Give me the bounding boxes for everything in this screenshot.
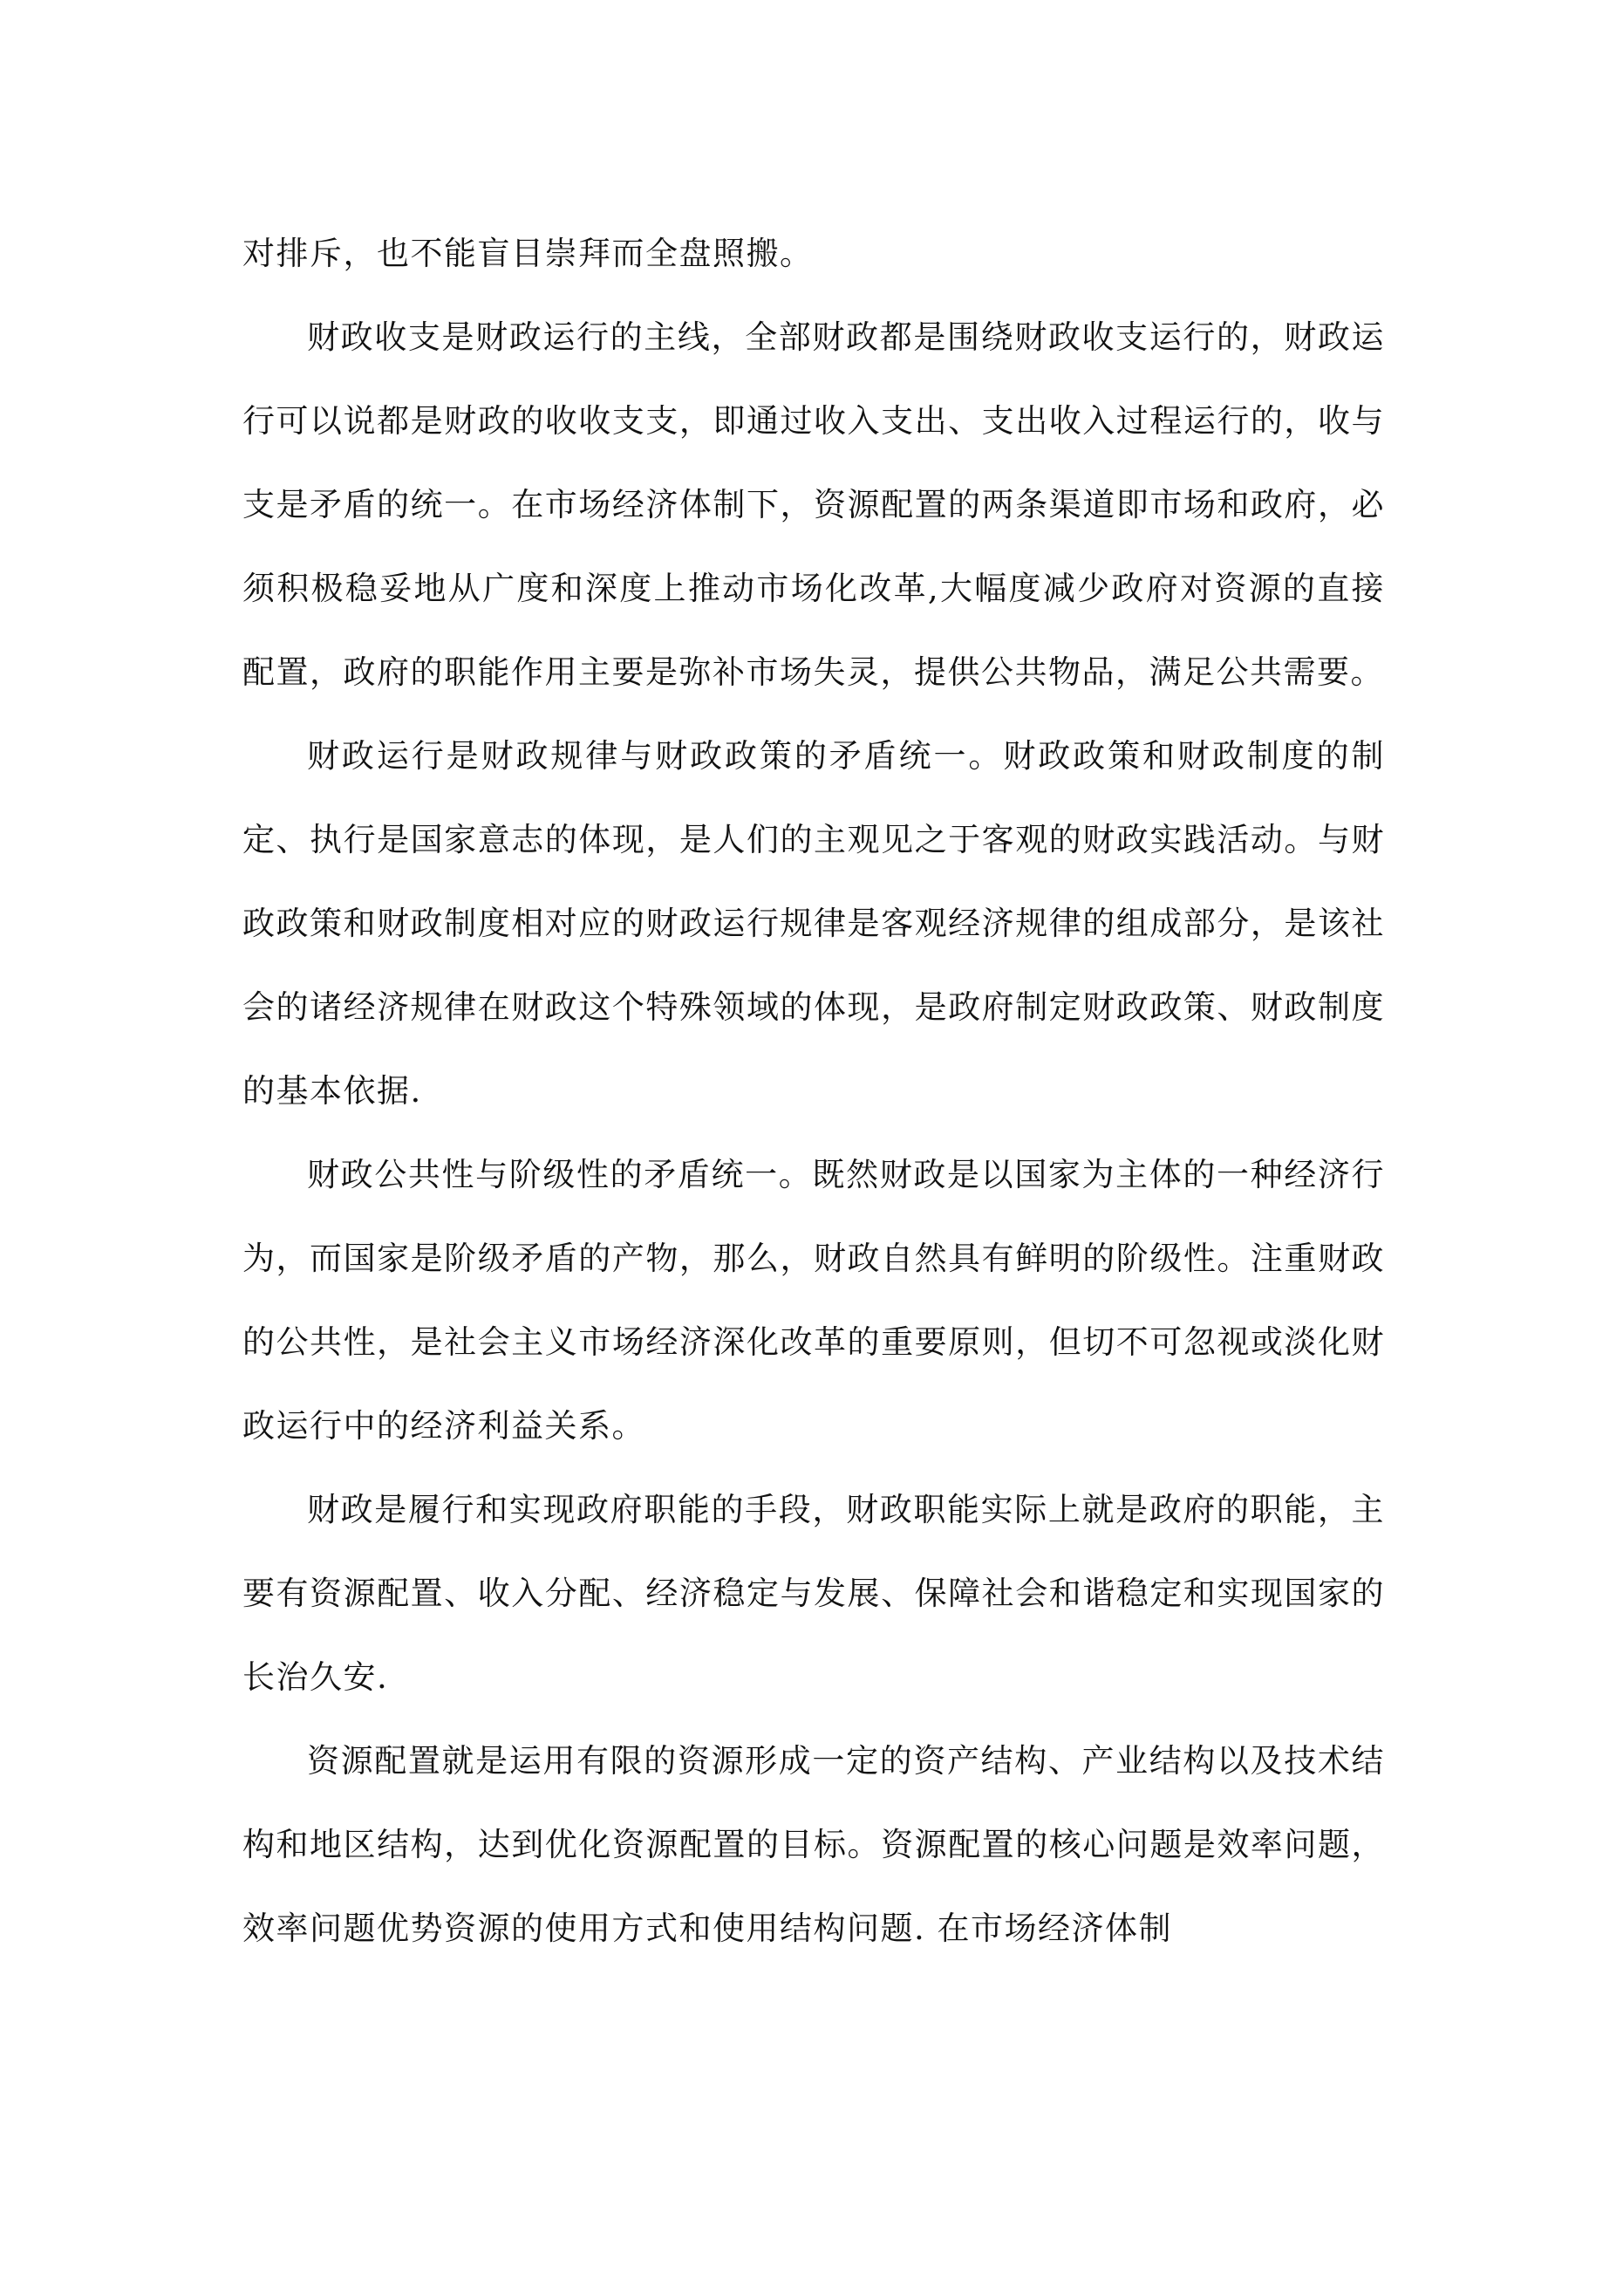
paragraph-resource-allocation: 资源配置就是运用有限的资源形成一定的资产结构、产业结构以及技术结构和地区结构，达到优化资源配置的目标。资源配置的核心问题是效率问题，效率问题优势资源的使用方式和使用结构问题. 在市场经济体制 bbox=[242, 1742, 1385, 1947]
paragraph-fiscal-law-policy: 财政运行是财政规律与财政政策的矛盾统一。财政政策和财政制度的制定、执行是国家意志的体现，是人们的主观见之于客观的财政实践活动。与财政政策和财政制度相对应的财政运行规律是客观经济规律的组成部分，是该社会的诸经济规律在财政这个特殊领域的体现，是政府制定财政政策、财政制度的基本依据. bbox=[242, 737, 1385, 1110]
paragraph-fiscal-functions: 财政是履行和实现政府职能的手段，财政职能实际上就是政府的职能，主要有资源配置、收入分配、经济稳定与发展、保障社会和谐稳定和实现国家的长治久安. bbox=[242, 1491, 1385, 1696]
body-text bbox=[242, 212, 1385, 1971]
paragraph-continued: 对排斥，也不能盲目崇拜而全盘照搬。 bbox=[242, 235, 814, 272]
paragraph-fiscal-revenue-expenditure: 财政收支是财政运行的主线，全部财政都是围绕财政收支运行的，财政运行可以说都是财政的收收支支，即通过收入支出、支出收入过程运行的，收与支是矛盾的统一。在市场经济体制下，资源配置的两条渠道即市场和政府，必须积极稳妥地从广度和深度上推动市场化改革,大幅度减少政府对资源的直接配置，政府的职能作用主要是弥补市场失灵，提供公共物品，满足公共需要。 bbox=[242, 318, 1385, 691]
paragraph-fiscal-publicness: 财政公共性与阶级性的矛盾统一。既然财政是以国家为主体的一种经济行为，而国家是阶级矛盾的产物，那么，财政自然具有鲜明的阶级性。注重财政的公共性，是社会主义市场经济深化改革的重要原则，但切不可忽视或淡化财政运行中的经济利益关系。 bbox=[242, 1156, 1385, 1445]
